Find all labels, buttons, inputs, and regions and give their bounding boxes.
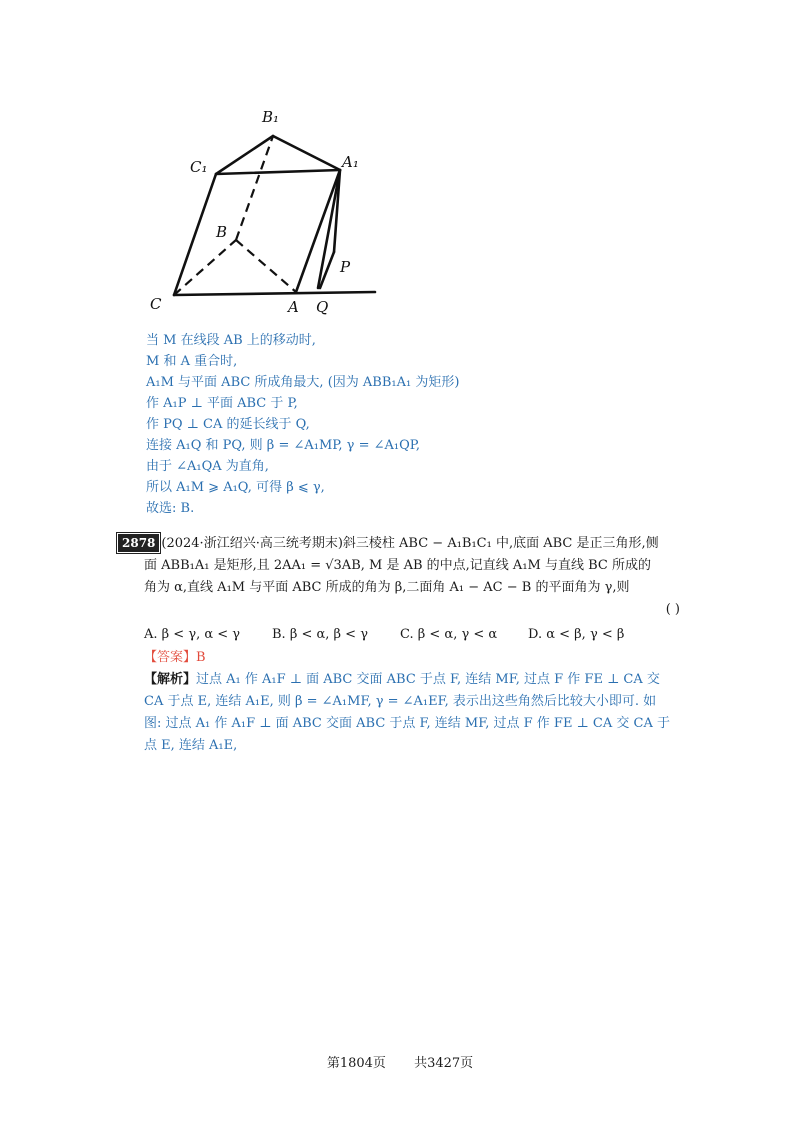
options-row [118,623,688,647]
page-total: 共3427页 [414,1056,474,1071]
edge-C1-A1 [216,170,340,174]
explanation-line: 点 E, 连结 A₁E, [144,738,238,753]
explanation-block [118,669,688,757]
solution-line: M 和 A 重合时, [146,354,238,369]
solution-line: 所以 A₁M ⩾ A₁Q, 可得 β ⩽ γ, [146,480,325,495]
solution-line: 当 M 在线段 AB 上的移动时, [146,333,316,348]
solution-line: A₁M 与平面 ABC 所成角最大, (因为 ABB₁A₁ 为矩形) [146,375,460,390]
problem-line-first [118,533,688,555]
solution-line: 作 PQ ⊥ CA 的延长线于 Q, [146,417,310,432]
answer-value: B [196,650,206,665]
option-d: D. α < β, γ < β [528,627,625,642]
explanation-line: 【解析】过点 A₁ 作 A₁F ⊥ 面 ABC 交面 ABC 于点 F, 连结 MF, 过点 F 作 FE ⊥ CA 交 [144,672,660,687]
explanation-tag: 【解析】 [144,672,197,687]
label-C1: C₁ [190,158,208,176]
problem-number-badge: 2878 [118,534,159,552]
solution-line: 作 A₁P ⊥ 平面 ABC 于 P, [146,396,298,411]
option-a: A. β < γ, α < γ [144,627,241,642]
label-C: C [150,295,162,313]
explanation-line: CA 于点 E, 连结 A₁E, 则 β = ∠A₁MF, γ = ∠A₁EF, 表示出这些角然后比较大小即可. 如 [144,694,657,709]
explanation-line: 图: 过点 A₁ 作 A₁F ⊥ 面 ABC 交面 ABC 于点 F, 连结 MF, 过点 F 作 FE ⊥ CA 交 CA 于 [144,716,670,731]
edge-A-A1 [296,170,340,292]
page-number: 第1804页 [326,1056,386,1071]
hidden-edge-B-B1 [236,136,273,240]
problem-text: 面 ABB₁A₁ 是矩形,且 2AA₁ = √3AB, M 是 AB 的中点,记直线 A₁M 与直线 BC 所成的 [144,558,651,573]
option-c: C. β < α, γ < α [400,627,498,642]
solution-block [146,330,666,519]
edge-C1-B1 [216,136,273,174]
edge-B1-A1 [273,136,340,170]
problem-text: (2024·浙江绍兴·高三统考期末)斜三棱柱 ABC − A₁B₁C₁ 中,底面 ABC 是正三角形,侧 [161,536,659,551]
answer-tag: 【答案】 [144,650,197,665]
label-A: A [288,298,299,316]
prism-figure [138,102,388,320]
problem-block [118,533,688,757]
page-footer [0,1052,800,1071]
solution-line: 连接 A₁Q 和 PQ, 则 β = ∠A₁MP, γ = ∠A₁QP, [146,438,420,453]
problem-text: 角为 α,直线 A₁M 与平面 ABC 所成的角为 β,二面角 A₁ − AC − B 的平面角为 γ,则 [144,580,630,595]
label-B1: B₁ [262,108,280,126]
answer-line [118,647,688,669]
hidden-edge-B-A [236,240,296,292]
solution-line: 由于 ∠A₁QA 为直角, [146,459,269,474]
answer-blank: ( ) [665,602,680,617]
option-b: B. β < α, β < γ [272,627,368,642]
edge-C-line [174,292,375,295]
label-Q: Q [316,298,329,316]
label-A1: A₁ [342,153,359,171]
edge-C-C1 [174,174,216,295]
label-B: B [216,223,228,241]
label-P: P [340,258,351,276]
solution-line: 故选: B. [146,501,195,516]
